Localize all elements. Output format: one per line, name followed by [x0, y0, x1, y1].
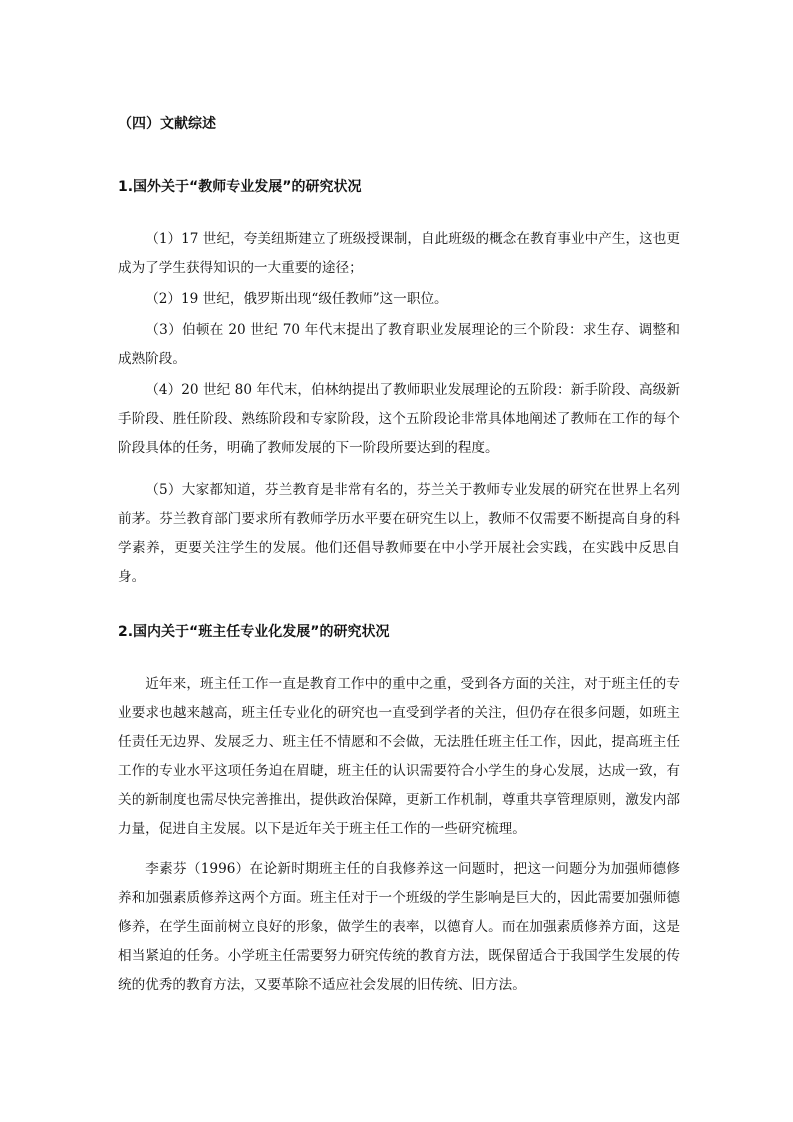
foreign-paragraph-2: （2）19 世纪，俄罗斯出现“级任教师”这一职位。: [145, 291, 448, 307]
section-heading: （四）文献综述: [118, 116, 216, 132]
foreign-paragraph-1: （1）17 世纪，夸美纽斯建立了班级授课制，自此班级的概念在教育事业中产生，这也更成为了学生获得知识的一大重要的途径；: [118, 231, 680, 276]
domestic-paragraph-2: 李素芬（1996）在论新时期班主任的自我修养这一问题时，把这一问题分为加强师德修养和加强素质修养这两个方面。班主任对于一个班级的学生影响是巨大的，因此需要加强师德修养，在学生面前树立良好的形象，做学生的表率，以德育人。而在加强素质修养方面，这是相当紧迫的任务。小学班主任需要努力研究传统的教育方法，既保留适合于我国学生发展的传统的优秀的教育方法，又要革除不适应社会发展的旧传统、旧方法。: [118, 861, 680, 993]
foreign-research-heading: 1.国外关于“教师专业发展”的研究状况: [118, 179, 362, 195]
foreign-paragraph-3: （3）伯顿在 20 世纪 70 年代末提出了教育职业发展理论的三个阶段：求生存、调整和成熟阶段。: [118, 322, 680, 367]
foreign-paragraph-4: （4）20 世纪 80 年代末，伯林纳提出了教师职业发展理论的五阶段：新手阶段、高级新手阶段、胜任阶段、熟练阶段和专家阶段，这个五阶段论非常具体地阐述了教师在工作的每个阶段具体的任务，明确了教师发展的下一阶段所要达到的程度。: [118, 382, 680, 456]
domestic-paragraph-1: 近年来，班主任工作一直是教育工作中的重中之重，受到各方面的关注，对于班主任的专业要求也越来越高，班主任专业化的研究也一直受到学者的关注，但仍存在很多问题，如班主任责任无边界、发展乏力、班主任不情愿和不会做，无法胜任班主任工作，因此，提高班主任工作的专业水平这项任务迫在眉睫，班主任的认识需要符合小学生的身心发展，达成一致，有关的新制度也需尽快完善推出，提供政治保障，更新工作机制，尊重共享管理原则，激发内部力量，促进自主发展。以下是近年关于班主任工作的一些研究梳理。: [118, 676, 680, 837]
foreign-paragraph-5: （5）大家都知道，芬兰教育是非常有名的，芬兰关于教师专业发展的研究在世界上名列前茅。芬兰教育部门要求所有教师学历水平要在研究生以上，教师不仅需要不断提高自身的科学素养，更要关注学生的发展。他们还倡导教师要在中小学开展社会实践，在实践中反思自身。: [118, 482, 680, 585]
domestic-research-heading: 2.国内关于“班主任专业化发展”的研究状况: [118, 624, 390, 640]
